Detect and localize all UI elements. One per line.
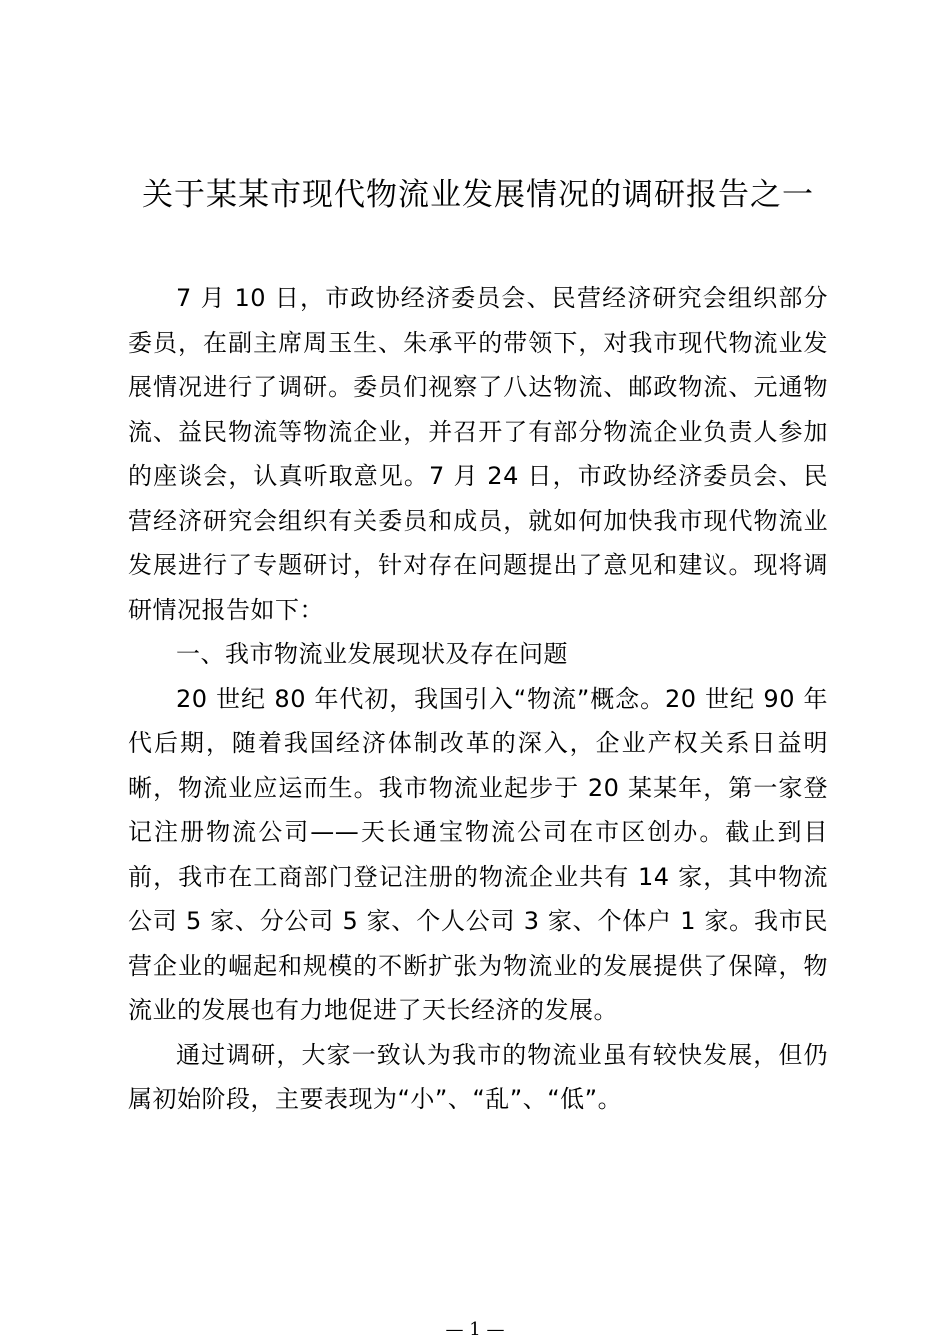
page-number: — 1 — [445, 1319, 505, 1340]
document-body [128, 276, 828, 1122]
paragraph-conclusion: 通过调研，大家一致认为我市的物流业虽有较快发展，但仍属初始阶段，主要表现为“小”、“乱”、“低”。 [128, 1040, 828, 1113]
document-title: 关于某某市现代物流业发展情况的调研报告之一 [142, 177, 814, 213]
section-heading: 一、我市物流业发展现状及存在问题 [176, 640, 568, 668]
paragraph-intro: 7 月 10 日，市政协经济委员会、民营经济研究会组织部分委员，在副主席周玉生、朱承平的带领下，对我市现代物流业发展情况进行了调研。委员们视察了八达物流、邮政物流、元通物流、益民物流等物流企业，并召开了有部分物流企业负责人参加的座谈会，认真听取意见。7 月 24 日，市政协经济委员会、民营经济研究会组织有关委员和成员，就如何加快我市现代物流业发展进行了专题研讨，针对存在问题提出了意见和建议。现将调研情况报告如下： [128, 284, 828, 624]
paragraph-status: 20 世纪 80 年代初，我国引入“物流”概念。20 世纪 90 年代后期，随着我国经济体制改革的深入，企业产权关系日益明晰，物流业应运而生。我市物流业起步于 20 某某年，第一家登记注册物流公司——天长通宝物流公司在市区创办。截止到目前，我市在工商部门登记注册的物流企业共有 14 家，其中物流公司 5 家、分公司 5 家、个人公司 3 家、个体户 1 家。我市民营企业的崛起和规模的不断扩张为物流业的发展提供了保障，物流业的发展也有力地促进了天长经济的发展。 [128, 684, 828, 1024]
